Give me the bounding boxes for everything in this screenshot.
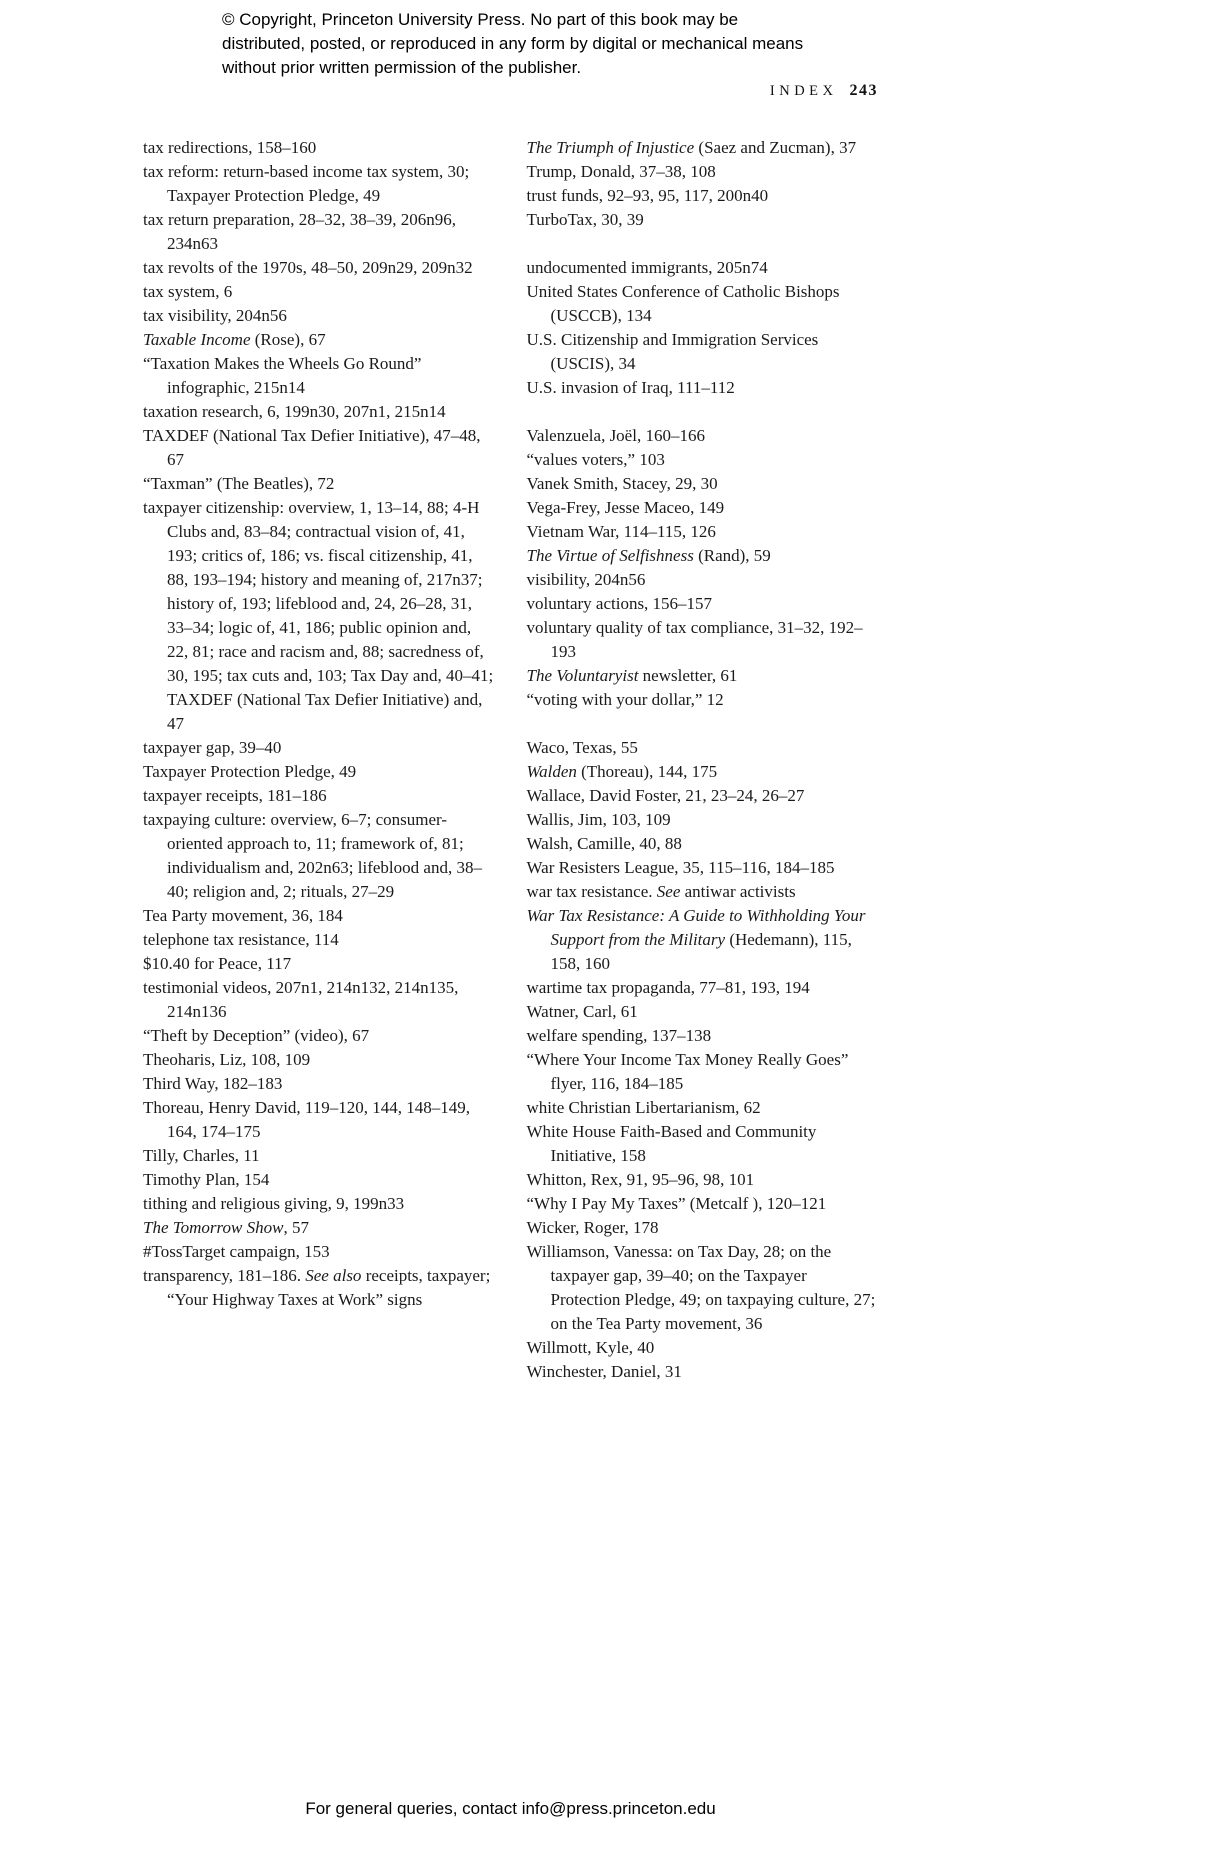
index-entry-text: Watner, Carl, 61 [526, 1002, 638, 1021]
index-entry-text: receipts, taxpayer; “Your Highway Taxes at Work” signs [167, 1266, 491, 1309]
index-entry [527, 1168, 879, 1192]
index-entry [143, 904, 495, 928]
index-entry [527, 904, 879, 976]
index-entry-text: white Christian Libertarianism, 62 [526, 1098, 761, 1117]
index-entry [527, 832, 879, 856]
index-column-left [143, 136, 495, 1384]
index-entry [143, 808, 495, 904]
index-entry-text: “voting with your dollar,” 12 [526, 690, 724, 709]
index-entry [527, 760, 879, 784]
index-entry-text: trust funds, 92–93, 95, 117, 200n40 [526, 186, 769, 205]
index-entry [527, 880, 879, 904]
index-entry [143, 280, 495, 304]
index-entry-text: welfare spending, 137–138 [526, 1026, 712, 1045]
index-entry-text: taxpayer receipts, 181–186 [143, 786, 327, 805]
index-entry-text: taxpayer gap, 39–40 [143, 738, 282, 757]
index-entry [143, 760, 495, 784]
index-entry-text: tax revolts of the 1970s, 48–50, 209n29, 209n32 [143, 258, 473, 277]
index-entry-text: antiwar activists [680, 882, 796, 901]
index-entry [143, 424, 495, 472]
index-entry-text: United States Conference of Catholic Bishops (USCCB), 134 [526, 282, 840, 325]
index-entry [527, 1048, 879, 1096]
index-columns [143, 136, 878, 1384]
index-entry-italic-text: Taxable Income [143, 330, 251, 349]
index-entry-text: taxpayer citizenship: overview, 1, 13–14, 88; 4-H Clubs and, 83–84; contractual vision of, 41, 193; critics of, 186; vs. fiscal citizenship, 41, 88, 193–194; history and meaning of, 217n37; history of, 193; lifeblood and, 24, 26–28, 31, 33–34; logic of, 41, 186; public opinion and, 22, 81; race and racism and, 88; sacredness of, 30, 195; tax cuts and, 103; Tax Day and, 40–41; TAXDEF (National Tax Defier Initiative) and, 47 [143, 498, 494, 733]
index-entry-text: Williamson, Vanessa: on Tax Day, 28; on the taxpayer gap, 39–40; on the Taxpayer Protection Pledge, 49; on taxpaying culture, 27; on the Tea Party movement, 36 [526, 1242, 876, 1333]
index-entry [143, 136, 495, 160]
index-entry [527, 1192, 879, 1216]
index-entry-text: Walsh, Camille, 40, 88 [526, 834, 682, 853]
index-entry [143, 496, 495, 736]
index-entry-text: (Saez and Zucman), 37 [694, 138, 857, 157]
index-entry-text: Valenzuela, Joël, 160–166 [526, 426, 705, 445]
index-entry [527, 592, 879, 616]
index-entry-text: testimonial videos, 207n1, 214n132, 214n135, 214n136 [143, 978, 459, 1021]
index-entry [143, 328, 495, 352]
index-entry [143, 1216, 495, 1240]
index-entry-text: Thoreau, Henry David, 119–120, 144, 148–149, 164, 174–175 [143, 1098, 471, 1141]
index-entry-text: U.S. Citizenship and Immigration Services (USCIS), 34 [526, 330, 819, 373]
index-entry [143, 952, 495, 976]
index-entry [143, 976, 495, 1024]
index-entry [527, 208, 879, 232]
index-entry [527, 1240, 879, 1336]
footer-contact-note: For general queries, contact info@press.princeton.edu [305, 1799, 716, 1818]
index-entry-text: (Rose), 67 [250, 330, 326, 349]
index-entry [527, 1360, 879, 1384]
index-entry-text: Whitton, Rex, 91, 95–96, 98, 101 [526, 1170, 755, 1189]
index-entry [527, 856, 879, 880]
index-entry [143, 256, 495, 280]
index-entry [527, 448, 879, 472]
index-entry-text: Willmott, Kyle, 40 [526, 1338, 655, 1357]
index-entry [527, 496, 879, 520]
index-entry-text: tax return preparation, 28–32, 38–39, 206n96, 234n63 [143, 210, 457, 253]
index-entry [527, 568, 879, 592]
index-entry [143, 1264, 495, 1312]
running-head [143, 82, 878, 100]
index-entry-italic-text: War Tax Resistance: A Guide to Withholding Your Support from the Military [526, 906, 866, 949]
index-entry-text: Wallace, David Foster, 21, 23–24, 26–27 [526, 786, 805, 805]
index-entry-text: Taxpayer Protection Pledge, 49 [143, 762, 357, 781]
index-entry-text: War Resisters League, 35, 115–116, 184–185 [526, 858, 835, 877]
index-entry-text: White House Faith-Based and Community Initiative, 158 [526, 1122, 817, 1165]
index-entry-text: wartime tax propaganda, 77–81, 193, 194 [526, 978, 810, 997]
index-entry-text: Wallis, Jim, 103, 109 [526, 810, 671, 829]
index-entry-text: tax system, 6 [143, 282, 233, 301]
index-entry-text: Third Way, 182–183 [143, 1074, 283, 1093]
index-entry [143, 736, 495, 760]
index-entry [527, 328, 879, 376]
index-entry-text: voluntary actions, 156–157 [526, 594, 713, 613]
index-entry [527, 472, 879, 496]
index-entry-text: Timothy Plan, 154 [143, 1170, 270, 1189]
index-entry-text: (Rand), 59 [693, 546, 771, 565]
index-entry-text: Waco, Texas, 55 [526, 738, 638, 757]
index-entry-italic-text: The Tomorrow Show [143, 1218, 284, 1237]
index-entry-text: “Taxman” (The Beatles), 72 [143, 474, 335, 493]
index-entry-text: Trump, Donald, 37–38, 108 [526, 162, 716, 181]
index-label: INDEX [769, 83, 838, 99]
index-entry [143, 1048, 495, 1072]
index-entry [143, 1096, 495, 1144]
index-entry [527, 1120, 879, 1168]
index-entry [143, 304, 495, 328]
index-entry [527, 784, 879, 808]
index-entry-text: , 57 [283, 1218, 309, 1237]
index-entry [143, 1024, 495, 1048]
index-entry [143, 400, 495, 424]
index-entry-text: tax visibility, 204n56 [143, 306, 287, 325]
index-entry [527, 1096, 879, 1120]
copyright-notice: © Copyright, Princeton University Press. No part of this book may be distributed, posted, or reproduced in any form by digital or mechanical means without prior written permission of the publisher. [222, 10, 804, 77]
index-entry-text: (Hedemann), 115, 158, 160 [550, 930, 852, 973]
index-entry [527, 688, 879, 712]
index-entry-italic-text: Walden [526, 762, 577, 781]
index-entry [143, 472, 495, 496]
index-entry [527, 136, 879, 160]
index-entry-text: Wicker, Roger, 178 [526, 1218, 659, 1237]
index-entry [527, 544, 879, 568]
index-entry [527, 616, 879, 664]
index-entry-text: taxation research, 6, 199n30, 207n1, 215n14 [143, 402, 446, 421]
index-entry-text: taxpaying culture: overview, 6–7; consumer-oriented approach to, 11; framework of, 81; individualism and, 202n63; lifeblood and, 38–40; religion and, 2; rituals, 27–29 [143, 810, 482, 901]
index-entry [143, 784, 495, 808]
index-entry-text: (Thoreau), 144, 175 [576, 762, 718, 781]
index-entry [527, 1216, 879, 1240]
index-entry [143, 928, 495, 952]
index-entry-text: voluntary quality of tax compliance, 31–32, 192–193 [526, 618, 863, 661]
index-entry [143, 1144, 495, 1168]
index-entry [527, 280, 879, 328]
index-entry [143, 208, 495, 256]
index-entry-text: Winchester, Daniel, 31 [526, 1362, 682, 1381]
index-entry-text: tax reform: return-based income tax system, 30; Taxpayer Protection Pledge, 49 [143, 162, 470, 205]
index-entry-text: Vega-Frey, Jesse Maceo, 149 [526, 498, 725, 517]
index-entry [527, 376, 879, 400]
index-entry [527, 424, 879, 448]
index-entry-text: newsletter, 61 [638, 666, 738, 685]
index-entry-text: TurboTax, 30, 39 [526, 210, 644, 229]
index-entry-text: Theoharis, Liz, 108, 109 [143, 1050, 311, 1069]
index-entry-italic-text: The Triumph of Injustice [526, 138, 695, 157]
index-entry-text: tax redirections, 158–160 [143, 138, 317, 157]
index-entry-text: war tax resistance. [526, 882, 657, 901]
index-entry [527, 736, 879, 760]
index-entry-italic-text: See [656, 882, 681, 901]
page-number: 243 [849, 82, 878, 99]
index-entry-text: Vietnam War, 114–115, 126 [526, 522, 716, 541]
index-entry-text: telephone tax resistance, 114 [143, 930, 339, 949]
index-entry-text: “Why I Pay My Taxes” (Metcalf ), 120–121 [526, 1194, 827, 1213]
index-entry-text: “Theft by Deception” (video), 67 [143, 1026, 370, 1045]
index-entry [527, 976, 879, 1000]
index-entry-text: undocumented immigrants, 205n74 [526, 258, 768, 277]
index-entry-text: Tea Party movement, 36, 184 [143, 906, 343, 925]
index-entry [143, 1240, 495, 1264]
index-entry [143, 352, 495, 400]
index-entry [527, 664, 879, 688]
index-entry-text: TAXDEF (National Tax Defier Initiative), 47–48, 67 [143, 426, 481, 469]
index-entry-text: Tilly, Charles, 11 [143, 1146, 260, 1165]
index-entry [527, 1336, 879, 1360]
index-entry-italic-text: See also [305, 1266, 362, 1285]
index-entry [527, 520, 879, 544]
index-entry-text: “Taxation Makes the Wheels Go Round” infographic, 215n14 [143, 354, 422, 397]
index-column-right [527, 136, 879, 1384]
index-entry-text: tithing and religious giving, 9, 199n33 [143, 1194, 405, 1213]
index-entry [527, 160, 879, 184]
index-entry-text: visibility, 204n56 [526, 570, 646, 589]
index-entry [143, 160, 495, 208]
index-entry-text: transparency, 181–186. [143, 1266, 306, 1285]
index-entry-text: “values voters,” 103 [526, 450, 665, 469]
index-entry [527, 1000, 879, 1024]
index-entry [527, 1024, 879, 1048]
index-entry-text: $10.40 for Peace, 117 [143, 954, 292, 973]
index-entry [143, 1072, 495, 1096]
index-entry [143, 1192, 495, 1216]
index-entry [527, 184, 879, 208]
index-entry [527, 808, 879, 832]
index-entry-text: U.S. invasion of Iraq, 111–112 [526, 378, 735, 397]
index-entry-italic-text: The Virtue of Selfishness [526, 546, 694, 565]
index-entry-italic-text: The Voluntaryist [526, 666, 639, 685]
index-entry-text: #TossTarget campaign, 153 [143, 1242, 330, 1261]
index-entry [143, 1168, 495, 1192]
index-entry-text: “Where Your Income Tax Money Really Goes” flyer, 116, 184–185 [526, 1050, 849, 1093]
index-entry [527, 256, 879, 280]
index-entry-text: Vanek Smith, Stacey, 29, 30 [526, 474, 718, 493]
